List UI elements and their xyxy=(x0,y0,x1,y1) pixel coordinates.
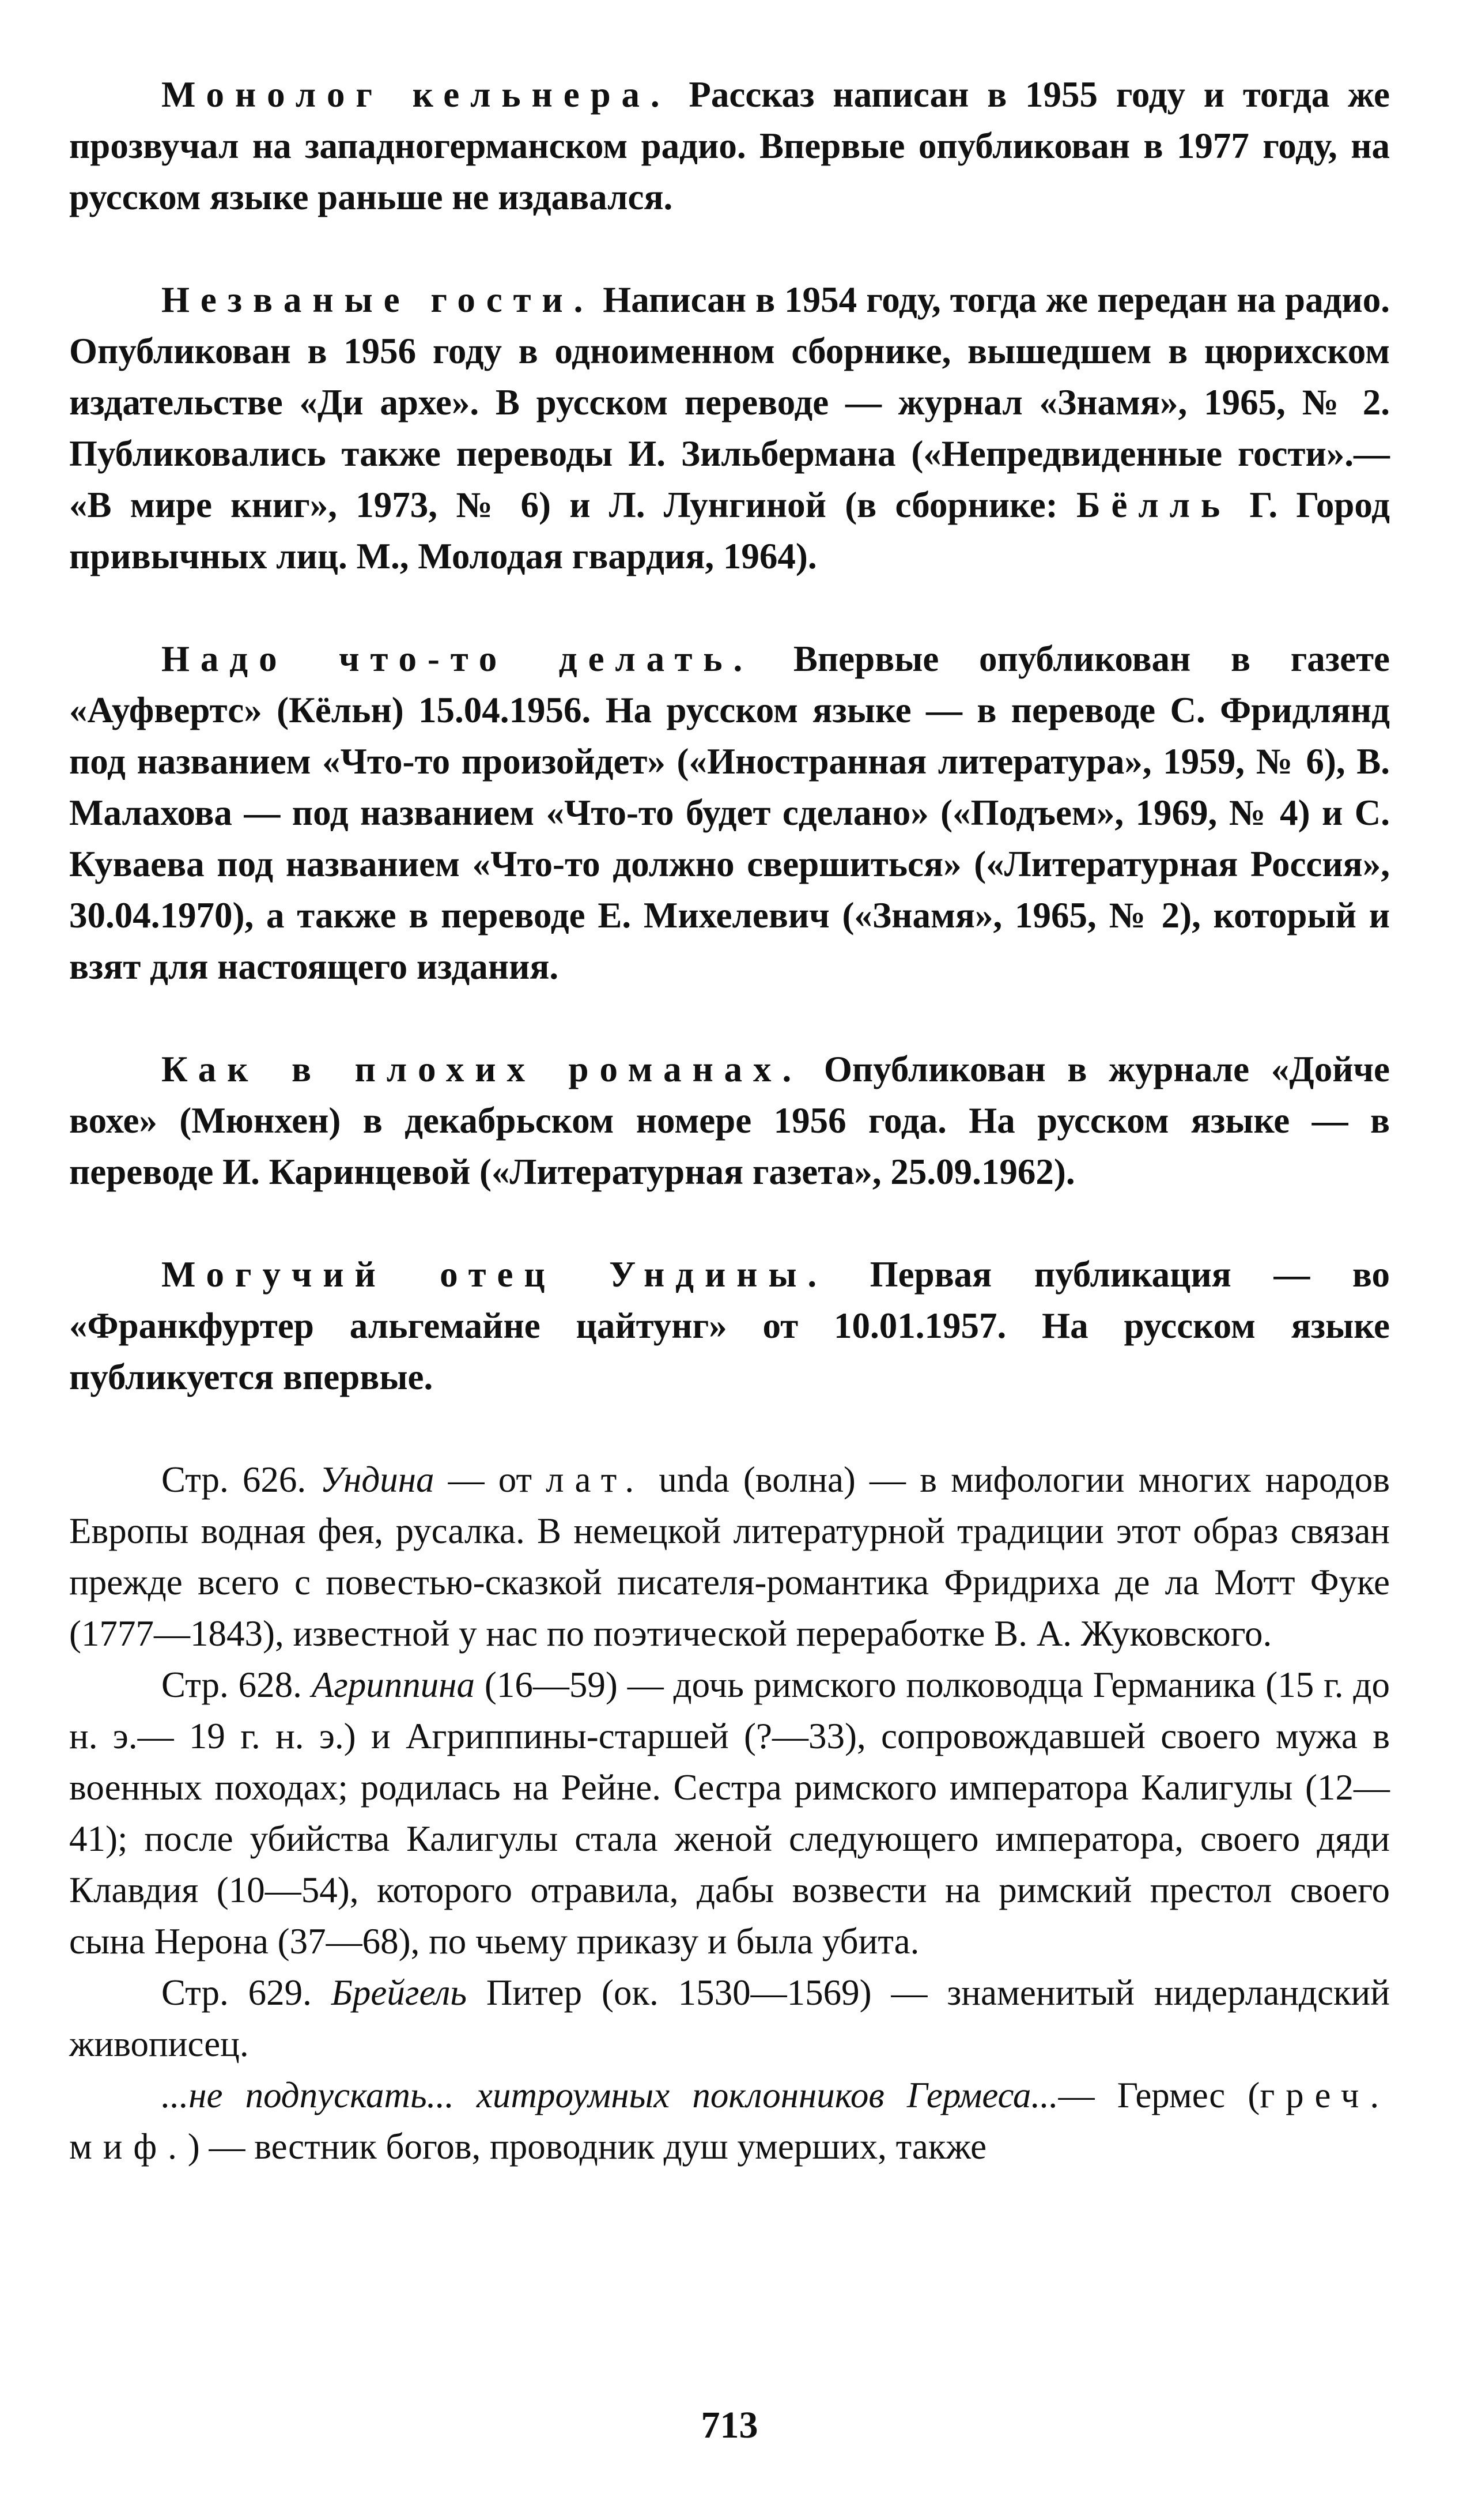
note-undine xyxy=(69,1454,1390,1659)
entry-undine-father xyxy=(69,1249,1390,1403)
note-term: Ундина xyxy=(320,1459,434,1500)
note-term: Брейгель xyxy=(331,1972,467,2013)
entry-waiter-monologue xyxy=(69,69,1390,223)
note-prefix: Стр. 628. xyxy=(161,1665,312,1705)
page-number: 713 xyxy=(701,2404,758,2446)
note-prefix: Стр. 629. xyxy=(161,1972,331,2013)
author-name-spaced: Бёлль xyxy=(1076,485,1231,525)
entry-text: Первая публикация — во «Франкфуртер альгемайне цайтунг» от 10.01.1957. На русском языке публикуется впервые. xyxy=(69,1254,1390,1397)
note-bruegel xyxy=(69,1967,1390,2070)
note-text-cont: unda (волна) — в мифологии многих народов Европы водная фея, русалка. В немецкой литературной традиции этот образ связан прежде всего с повестью-сказкой писателя-романтика Фридриха де ла Мотт Фуке (1777—1843), известной у нас по поэтической переработке В. А. Жуковского. xyxy=(69,1459,1390,1654)
note-hermes xyxy=(69,2070,1390,2172)
entry-uninvited-guests xyxy=(69,274,1390,582)
entry-text: Рассказ написан в 1955 году и тогда же прозвучал на западногерманском радио. Впервые опубликован в 1977 году, на русском языке раньше не издавался. xyxy=(69,74,1390,217)
entry-title: Незваные гости. xyxy=(161,280,594,320)
entry-title: Как в плохих романах. xyxy=(161,1049,803,1089)
entry-text: Опубликован в журнале «Дойче вохе» (Мюнхен) в декабрьском номере 1956 года. На русском языке — в переводе И. Каринцевой («Литературная газета», 25.09.1962). xyxy=(69,1049,1390,1192)
note-text: (16—59) — дочь римского полководца Германика (15 г. до н. э.— 19 г. н. э.) и Агриппины-старшей (?—33), сопровождавшей своего мужа в военных походах; родилась на Рейне. Сестра римского императора Калигулы (12—41); после убийства Калигулы стала женой следующего императора, своего дяди Клавдия (10—54), которого отравила, дабы возвести на римский престол своего сына Нерона (37—68), по чьему приказу и была убита. xyxy=(69,1665,1390,1961)
note-text-cont: ) — вестник богов, проводник душ умерших, также xyxy=(187,2126,987,2167)
entry-text-cont: Г. Город привычных лиц. М., Молодая гвардия, 1964). xyxy=(69,485,1390,576)
entry-something-must-be-done xyxy=(69,633,1390,993)
note-agrippina xyxy=(69,1659,1390,1967)
note-quote: ...не подпускать... хитроумных поклонников Гермеса... xyxy=(161,2075,1059,2115)
entry-title: Монолог кельнера. xyxy=(161,74,671,115)
entry-title: Надо что-то делать. xyxy=(161,639,754,679)
note-prefix: Стр. 626. xyxy=(161,1459,320,1500)
entry-title: Могучий отец Ундины. xyxy=(161,1254,828,1295)
note-term: Агриппина xyxy=(311,1665,475,1705)
entry-bad-novels xyxy=(69,1044,1390,1198)
note-text: — Гермес ( xyxy=(1058,2075,1260,2115)
note-lang: греч. миф. xyxy=(69,2075,1390,2167)
entry-text: Впервые опубликован в газете «Ауфвертс» (Кёльн) 15.04.1956. На русском языке — в переводе С. Фридлянд под названием «Что-то произойдет» («Иностранная литература», 1959, № 6), В. Малахова — под названием «Что-то будет сделано» («Подъем», 1969, № 4) и С. Куваева под названием «Что-то должно свершиться» («Литературная Россия», 30.04.1970), а также в переводе Е. Михелевич («Знамя», 1965, № 2), который и взят для настоящего издания. xyxy=(69,639,1390,987)
note-text: Питер (ок. 1530—1569) — знаменитый нидерландский живописец. xyxy=(69,1972,1390,2064)
note-text: — от xyxy=(434,1459,546,1500)
entry-text: Написан в 1954 году, тогда же передан на радио. Опубликован в 1956 году в одноименном сборнике, вышедшем в цюрихском издательстве «Ди архе». В русском переводе — журнал «Знамя», 1965, № 2. Публиковались также переводы И. Зильбермана («Непредвиденные гости».— «В мире книг», 1973, № 6) и Л. Лунгиной (в сборнике: xyxy=(69,280,1390,525)
note-lang: лат. xyxy=(546,1459,645,1500)
